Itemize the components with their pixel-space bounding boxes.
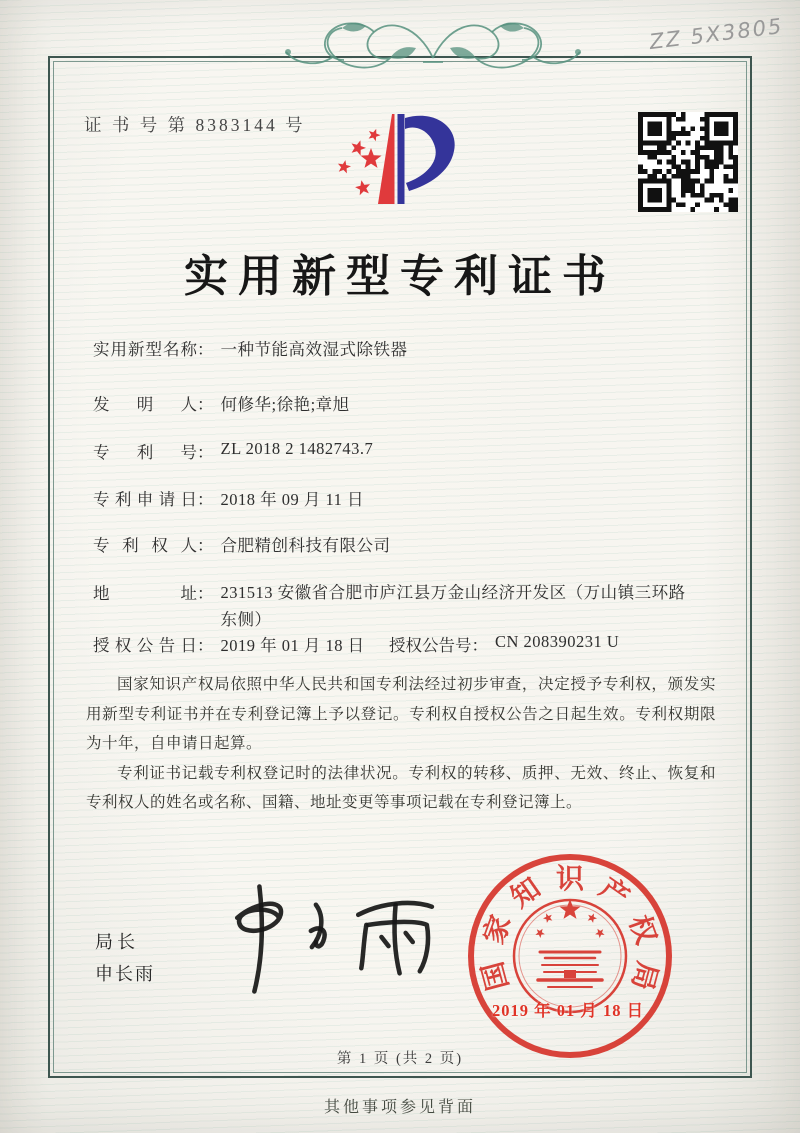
page-number: 第 1 页 (共 2 页) — [336, 1051, 464, 1067]
svg-text:家: 家 — [478, 911, 518, 949]
field-row-address — [93, 580, 693, 633]
field-label: 发明人 — [93, 395, 197, 414]
svg-text:产: 产 — [593, 872, 635, 915]
patent-office-logo — [330, 106, 480, 241]
svg-text:国: 国 — [477, 958, 515, 994]
field-row-inventors — [93, 391, 350, 415]
field-colon: ： — [197, 490, 214, 509]
field-label: 实用新型名称 — [93, 340, 197, 359]
back-side-note: 其他事项参见背面 — [323, 1099, 476, 1116]
logo-blue-stem — [398, 114, 405, 204]
svg-text:权: 权 — [622, 911, 662, 949]
official-seal — [460, 846, 680, 1066]
legal-paragraph-2: 专利证书记载专利权登记时的法律状况。专利权的转移、质押、无效、终止、恢复和专利权人的姓名或名称、国籍、地址变更等事项记载在专利登记簿上。 — [86, 764, 716, 811]
field-colon: ： — [471, 636, 488, 655]
logo-blue-bowl — [405, 116, 455, 191]
certificate-number: 证 书 号 第 8383144 号 — [84, 115, 306, 135]
field-colon: ： — [197, 443, 214, 462]
legal-text — [86, 670, 716, 818]
grant-number-pair — [389, 632, 619, 656]
field-row-grant — [93, 632, 620, 656]
commissioner-title: 局长 — [95, 932, 139, 952]
field-row-utility-model-name — [93, 336, 408, 360]
field-value: 何修华;徐艳;章旭 — [220, 395, 350, 414]
svg-text:局: 局 — [625, 958, 663, 994]
field-value: 一种节能高效湿式除铁器 — [220, 340, 408, 359]
field-value: 2018 年 09 月 11 日 — [220, 490, 365, 509]
handwritten-pencil-note: ZZ 5X3805 — [648, 13, 785, 55]
field-value: ZL 2018 2 1482743.7 — [220, 439, 374, 458]
field-label: 地址 — [93, 584, 197, 603]
field-value: 合肥精创科技有限公司 — [220, 536, 391, 555]
field-colon: ： — [197, 395, 214, 414]
grant-date-value: 2019 年 01 月 18 日 — [220, 636, 365, 655]
field-label: 专利号 — [93, 443, 197, 462]
field-colon: ： — [197, 536, 214, 555]
grant-number-value: CN 208390231 U — [495, 632, 620, 651]
field-colon: ： — [197, 636, 214, 655]
logo-stars-icon — [338, 129, 382, 195]
seal-emblem-gate-icon — [538, 952, 602, 987]
commissioner-signature-script — [212, 872, 444, 1004]
seal-date: 2019 年 01 月 18 日 — [492, 1001, 645, 1020]
field-colon: ： — [197, 340, 214, 359]
field-label: 专利权人 — [93, 536, 197, 555]
svg-text:识: 识 — [555, 864, 585, 895]
field-label: 专利申请日 — [93, 490, 197, 509]
field-row-patentee — [93, 532, 391, 556]
border-flourish-ornament — [278, 6, 588, 78]
logo-red-wedge — [378, 114, 395, 204]
qr-code — [638, 112, 738, 212]
certificate-title: 实用新型专利证书 — [184, 252, 616, 301]
commissioner-name: 申长雨 — [95, 964, 155, 984]
field-row-filing-date — [93, 486, 364, 510]
field-label: 授权公告号 — [389, 636, 472, 655]
svg-text:知: 知 — [505, 872, 547, 915]
field-row-patent-number — [93, 439, 373, 463]
field-label: 授权公告日 — [93, 636, 197, 655]
field-value: 231513 安徽省合肥市庐江县万金山经济开发区（万山镇三环路东侧） — [220, 583, 686, 629]
legal-paragraph-1: 国家知识产权局依照中华人民共和国专利法经过初步审查，决定授予专利权，颁发实用新型专利证书并在专利登记簿上予以登记。专利权自授权公告之日起生效。专利权期限为十年，自申请日起算。 — [86, 676, 716, 752]
field-colon: ： — [197, 584, 214, 603]
